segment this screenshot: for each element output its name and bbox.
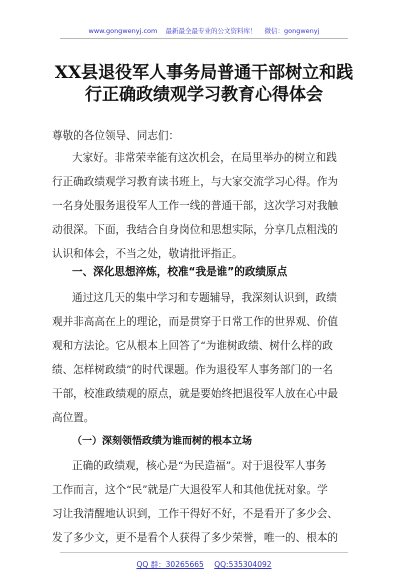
- title-line-2: 行正确政绩观学习教育心得体会: [85, 85, 323, 105]
- paragraph-line: 干部，校准政绩观的原点，就是要始终把退役军人放在心中最: [52, 388, 339, 400]
- paragraph-line: 观并非高高在上的理论，而是贯穿于日常工作的世界观、价值: [52, 316, 339, 328]
- header-site-link[interactable]: www.gongwenyj.com: [88, 27, 158, 35]
- paragraph-line: 认识和体会，不当之处，敬请批评指正。: [52, 248, 243, 260]
- header-divider: [60, 38, 348, 39]
- section-heading-2: [60, 430, 356, 454]
- paragraph-line: 一名身处服务退役军人工作一线的普通干部，这次学习对我触: [52, 200, 339, 212]
- page-header: [0, 26, 408, 35]
- paragraph-2: [52, 286, 356, 430]
- paragraph-line: 观和方法论。它从根本上回答了“为谁树政绩、树什么样的政: [52, 340, 333, 352]
- paragraph-line: 行正确政绩观学习教育读书班上，与大家交流学习心得。作为: [52, 176, 339, 188]
- footer-divider: [60, 552, 348, 553]
- paragraph-line: 高位置。: [52, 412, 95, 424]
- paragraph-line: 绩、怎样树政绩”的时代课题。作为退役军人事务部门的一名: [52, 364, 333, 376]
- paragraph-3: [52, 454, 356, 550]
- paragraph-1: [52, 146, 356, 266]
- footer-qq-group[interactable]: QQ 群：30265665: [136, 560, 204, 569]
- greeting: [52, 124, 348, 148]
- paragraph-line: 正确的政绩观，核心是“为民造福”。对于退役军人事务: [72, 460, 327, 472]
- page-footer: [0, 559, 408, 570]
- heading-text: 一、深化思想淬炼，校准“我是谁”的政绩原点: [72, 266, 288, 278]
- paragraph-line: 习让我清醒地认识到，工作干得好不好，不是看开了多少会、: [52, 508, 339, 520]
- title-line-1: XX县退役军人事务局普通干部树立和践: [54, 63, 354, 83]
- paragraph-line: 大家好。非常荣幸能有这次机会，在局里举办的树立和践: [72, 152, 337, 164]
- greeting-line: 尊敬的各位领导、同志们：: [52, 130, 180, 142]
- section-heading-1: [60, 260, 356, 284]
- footer-qq-contact[interactable]: QQ:535304092: [214, 560, 272, 569]
- paragraph-line: 动很深。下面，我结合自身岗位和思想实际，分享几点粗浅的: [52, 224, 339, 236]
- heading-text: （一）深刻领悟政绩为谁而树的根本立场: [72, 436, 252, 447]
- paragraph-line: 发了多少文，更不是看个人获得了多少荣誉，唯一的、根本的: [52, 532, 339, 544]
- paragraph-line: 通过这几天的集中学习和专题辅导，我深刻认识到，政绩: [72, 292, 337, 304]
- header-wechat: 微信：gongwenyj: [264, 27, 320, 35]
- paragraph-line: 工作而言，这个“民”就是广大退役军人和其他优抚对象。学: [52, 484, 328, 496]
- document-title: [40, 62, 368, 106]
- header-slogan: 最新最全最专业的公文资料库！: [165, 27, 257, 35]
